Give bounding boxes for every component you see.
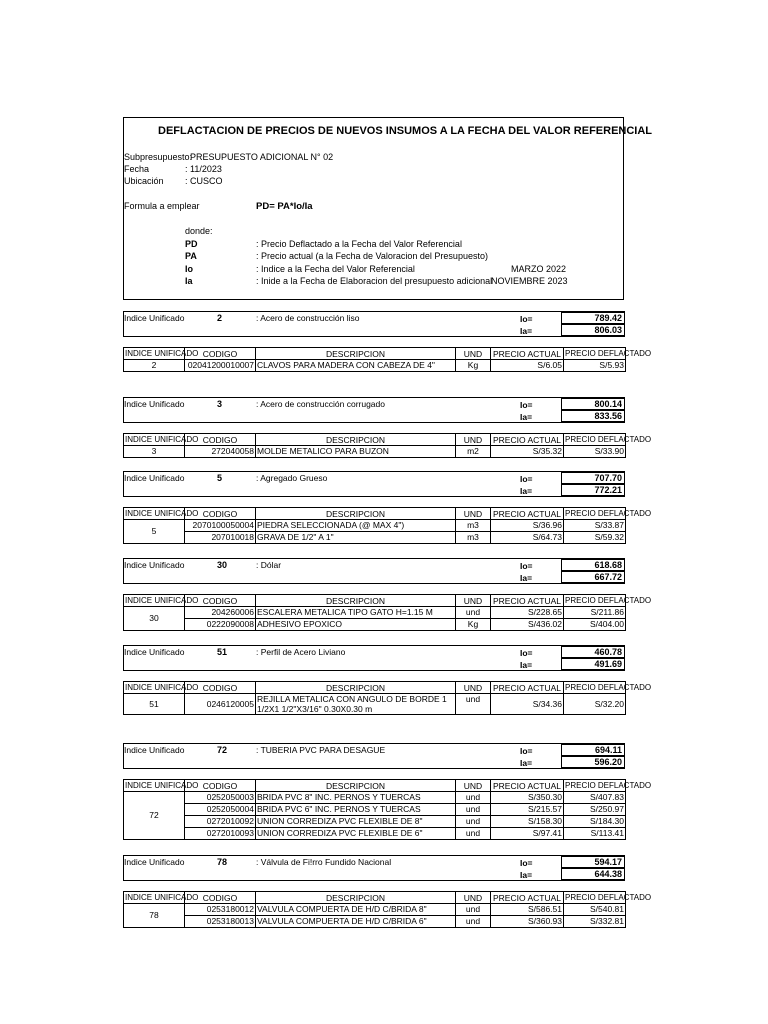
cell-und: und [456,694,491,715]
cell-und: und [456,607,491,619]
cell-und: und [456,816,491,828]
index-section [123,645,652,715]
table-header-row [124,892,626,904]
ia-value: 491.69 [561,658,624,670]
index-summary-box [123,311,625,337]
ia-value: 596.20 [561,756,624,768]
table-row [124,816,626,828]
col-precio-actual: PRECIO ACTUAL [491,434,564,446]
index-section [123,558,652,631]
io-value: 594.17 [561,856,624,868]
table-row [124,520,626,532]
subpresupuesto-label: Subpresupuesto: [124,152,193,162]
ubicacion-label: Ubicación [124,176,164,186]
cell-precio-deflactado: S/113.41 [564,828,626,840]
table-row [124,916,626,928]
cell-precio-deflactado: S/407.83 [564,792,626,804]
cell-precio-deflactado: S/5.93 [564,360,626,372]
index-section [123,471,652,544]
col-precio-actual: PRECIO ACTUAL [491,508,564,520]
cell-precio-actual: S/350.30 [491,792,564,804]
cell-precio-actual: S/158.30 [491,816,564,828]
index-summary-box [123,558,625,584]
page-title: DEFLACTACION DE PRECIOS DE NUEVOS INSUMOS A LA FECHA DEL VALOR REFERENCIAL [158,125,653,137]
col-descripcion: DESCRIPCION [256,508,456,520]
table-header-row [124,508,626,520]
index-section [123,311,652,372]
cell-descripcion: UNION CORREDIZA PVC FLEXIBLE DE 8" [256,816,456,828]
cell-indice: 2 [124,360,185,372]
table-row [124,804,626,816]
col-descripcion: DESCRIPCION [256,780,456,792]
table-header-row [124,780,626,792]
cell-und: m3 [456,520,491,532]
cell-codigo: 0222090008 [185,619,256,631]
col-codigo: CODIGO [185,508,256,520]
table-row [124,904,626,916]
items-table [123,779,652,840]
cell-und: m3 [456,532,491,544]
indice-name: : Dólar [256,560,282,570]
formula-value: PD= PA*Io/Ia [256,201,313,212]
def-description: : Precio actual (a la Fecha de Valoracion del Presupuesto) [256,251,488,261]
def-symbol: PA [185,251,197,261]
def-symbol: Io [185,264,193,274]
cell-codigo: 0272010093 [185,828,256,840]
cell-codigo: 272040058 [185,446,256,458]
table-row [124,446,626,458]
col-und: UND [456,595,491,607]
col-indice-unificado: INDICE UNIFICADO [125,683,199,692]
indice-number: 30 [217,560,228,570]
col-precio-deflactado: PRECIO DEFLACTADO [565,596,652,605]
def-description: : Precio Deflactado a la Fecha del Valor Referencial [256,239,462,249]
table-row [124,532,626,544]
ia-value: 833.56 [561,410,624,422]
cell-precio-actual: S/436.02 [491,619,564,631]
col-indice-unificado: INDICE UNIFICADO [125,435,199,444]
io-label: Io= [520,858,533,868]
cell-und: und [456,916,491,928]
table-row [124,828,626,840]
col-precio-deflactado: PRECIO DEFLACTADO [565,435,652,444]
cell-descripcion: CLAVOS PARA MADERA CON CABEZA DE 4" [256,360,456,372]
cell-descripcion: GRAVA DE 1/2" A 1" [256,532,456,544]
index-summary-box [123,471,625,497]
cell-precio-actual: S/64.73 [491,532,564,544]
indice-unificado-label: Indice Unificado [124,399,185,409]
table-row [124,360,626,372]
index-summary-box [123,855,625,881]
col-precio-actual: PRECIO ACTUAL [491,892,564,904]
col-indice-unificado: INDICE UNIFICADO [125,596,199,605]
col-precio-actual: PRECIO ACTUAL [491,682,564,694]
cell-precio-deflactado: S/404.00 [564,619,626,631]
col-precio-deflactado: PRECIO DEFLACTADO [565,781,652,790]
cell-precio-actual: S/97.41 [491,828,564,840]
io-label: Io= [520,400,533,410]
col-codigo: CODIGO [185,348,256,360]
items-table [123,433,652,458]
cell-und: und [456,904,491,916]
col-und: UND [456,682,491,694]
cell-precio-deflactado: S/211.86 [564,607,626,619]
indice-unificado-label: Indice Unificado [124,857,185,867]
donde-label: donde: [185,226,213,236]
items-table [123,681,652,715]
indice-number: 5 [217,473,223,483]
table-row [124,607,626,619]
cell-precio-actual: S/360.93 [491,916,564,928]
col-indice-unificado: INDICE UNIFICADO [125,349,199,358]
items-table [123,594,652,631]
index-summary-box [123,397,625,423]
ia-value: 644.38 [561,868,624,880]
indice-name: : Acero de construcción liso [256,313,360,323]
cell-codigo: 0252050003 [185,792,256,804]
table-header-row [124,434,626,446]
fecha-value: : 11/2023 [185,164,222,174]
indice-unificado-label: Indice Unificado [124,647,185,657]
indice-name: : TUBERIA PVC PARA DESAGUE [256,745,386,755]
io-value: 694.11 [561,744,624,756]
def-symbol: PD [185,239,198,249]
cell-und: Kg [456,619,491,631]
index-section [123,855,652,928]
table-header-row [124,595,626,607]
formula-label: Formula a emplear [124,201,200,211]
cell-codigo: 0272010092 [185,816,256,828]
cell-indice: 30 [124,607,185,631]
items-table [123,891,652,928]
col-descripcion: DESCRIPCION [256,892,456,904]
io-label: Io= [520,314,533,324]
indice-unificado-label: Indice Unificado [124,313,185,323]
def-date: MARZO 2022 [511,264,567,274]
io-value: 707.70 [561,472,624,484]
io-value: 789.42 [561,312,624,324]
col-codigo: CODIGO [185,434,256,446]
cell-precio-actual: S/215.57 [491,804,564,816]
ubicacion-value: : CUSCO [185,176,223,186]
indice-number: 2 [217,313,223,323]
cell-precio-actual: S/35.32 [491,446,564,458]
indice-name: : Perfil de Acero Liviano [256,647,346,657]
io-value: 618.68 [561,559,624,571]
cell-precio-actual: S/586.51 [491,904,564,916]
indice-unificado-label: Indice Unificado [124,745,185,755]
col-descripcion: DESCRIPCION [256,348,456,360]
def-symbol: Ia [185,276,193,286]
io-label: Io= [520,474,533,484]
ia-label: Ia= [520,412,533,422]
cell-indice: 3 [124,446,185,458]
subpresupuesto-value: PRESUPUESTO ADICIONAL N° 02 [190,152,334,162]
table-header-row [124,348,626,360]
cell-und: und [456,804,491,816]
cell-und: Kg [456,360,491,372]
col-und: UND [456,348,491,360]
col-precio-actual: PRECIO ACTUAL [491,348,564,360]
col-precio-deflactado: PRECIO DEFLACTADO [565,509,652,518]
cell-codigo: 0253180012 [185,904,256,916]
index-section [123,397,652,458]
col-und: UND [456,780,491,792]
indice-number: 78 [217,857,228,867]
indice-name: : Agregado Grueso [256,473,328,483]
indice-number: 72 [217,745,228,755]
indice-number: 51 [217,647,228,657]
cell-indice: 78 [124,904,185,928]
col-descripcion: DESCRIPCION [256,682,456,694]
def-description: : Inide a la Fecha de Elaboracion del presupuesto adicional [256,276,493,286]
cell-precio-deflactado: S/33.90 [564,446,626,458]
cell-descripcion: ADHESIVO EPOXICO [256,619,456,631]
cell-precio-actual: S/228.65 [491,607,564,619]
ia-label: Ia= [520,660,533,670]
cell-descripcion: REJILLA METALICA CON ANGULO DE BORDE 1 1/2X1 1/2"X3/16" 0.30X0.30 m [256,694,456,715]
def-description: : Indice a la Fecha del Valor Referencial [256,264,415,274]
cell-codigo: 0253180013 [185,916,256,928]
cell-descripcion: VALVULA COMPUERTA DE H/D C/BRIDA 8" [256,904,456,916]
cell-precio-deflactado: S/250.97 [564,804,626,816]
cell-precio-deflactado: S/32.20 [564,694,626,715]
table-row [124,619,626,631]
col-und: UND [456,508,491,520]
col-indice-unificado: INDICE UNIFICADO [125,509,199,518]
io-value: 800.14 [561,398,624,410]
cell-precio-deflactado: S/540.81 [564,904,626,916]
cell-codigo: 02041200010007 [185,360,256,372]
col-indice-unificado: INDICE UNIFICADO [125,781,199,790]
cell-codigo: 2070100050004 [185,520,256,532]
cell-und: und [456,828,491,840]
ia-value: 772.21 [561,484,624,496]
cell-precio-deflactado: S/184.30 [564,816,626,828]
table-row [124,694,626,715]
cell-descripcion: PIEDRA SELECCIONADA (@ MAX 4") [256,520,456,532]
io-label: Io= [520,746,533,756]
col-precio-deflactado: PRECIO DEFLACTADO [565,893,652,902]
cell-precio-actual: S/6.05 [491,360,564,372]
io-label: Io= [520,561,533,571]
cell-descripcion: MOLDE METALICO PARA BUZON [256,446,456,458]
ia-label: Ia= [520,573,533,583]
cell-descripcion: VALVULA COMPUERTA DE H/D C/BRIDA 6" [256,916,456,928]
cell-descripcion: UNION CORREDIZA PVC FLEXIBLE DE 6" [256,828,456,840]
items-table [123,507,652,544]
indice-unificado-label: Indice Unificado [124,560,185,570]
cell-indice: 72 [124,792,185,840]
cell-precio-actual: S/36.96 [491,520,564,532]
indice-name: : Válvula de Fi!rro Fundido Nacional [256,857,392,867]
col-descripcion: DESCRIPCION [256,434,456,446]
cell-und: und [456,792,491,804]
col-codigo: CODIGO [185,892,256,904]
indice-number: 3 [217,399,223,409]
table-header-row [124,682,626,694]
col-precio-deflactado: PRECIO DEFLACTADO [565,349,652,358]
cell-descripcion: BRIDA PVC 8" INC. PERNOS Y TUERCAS [256,792,456,804]
ia-value: 806.03 [561,324,624,336]
ia-label: Ia= [520,758,533,768]
col-und: UND [456,892,491,904]
indice-name: : Acero de construcción corrugado [256,399,385,409]
cell-indice: 51 [124,694,185,715]
cell-descripcion: BRIDA PVC 6" INC. PERNOS Y TUERCAS [256,804,456,816]
col-indice-unificado: INDICE UNIFICADO [125,893,199,902]
col-codigo: CODIGO [185,595,256,607]
cell-precio-actual: S/34.36 [491,694,564,715]
cell-codigo: 0246120005 [185,694,256,715]
ia-label: Ia= [520,326,533,336]
io-value: 460.78 [561,646,624,658]
index-summary-box [123,645,625,671]
cell-codigo: 204260006 [185,607,256,619]
col-precio-actual: PRECIO ACTUAL [491,595,564,607]
ia-label: Ia= [520,870,533,880]
col-codigo: CODIGO [185,780,256,792]
ia-value: 667.72 [561,571,624,583]
def-date: NOVIEMBRE 2023 [491,276,568,286]
cell-codigo: 0252050004 [185,804,256,816]
col-und: UND [456,434,491,446]
index-section [123,743,652,840]
cell-codigo: 207010018 [185,532,256,544]
col-precio-actual: PRECIO ACTUAL [491,780,564,792]
ia-label: Ia= [520,486,533,496]
col-codigo: CODIGO [185,682,256,694]
col-descripcion: DESCRIPCION [256,595,456,607]
io-label: Io= [520,648,533,658]
cell-precio-deflactado: S/59.32 [564,532,626,544]
cell-indice: 5 [124,520,185,544]
items-table [123,347,652,372]
cell-precio-deflactado: S/332.81 [564,916,626,928]
cell-precio-deflactado: S/33.87 [564,520,626,532]
table-row [124,792,626,804]
cell-descripcion: ESCALERA METALICA TIPO GATO H=1.15 M [256,607,456,619]
fecha-label: Fecha [124,164,150,174]
indice-unificado-label: Indice Unificado [124,473,185,483]
document-header [123,117,653,300]
index-summary-box [123,743,625,769]
cell-und: m2 [456,446,491,458]
col-precio-deflactado: PRECIO DEFLACTADO [565,683,652,692]
